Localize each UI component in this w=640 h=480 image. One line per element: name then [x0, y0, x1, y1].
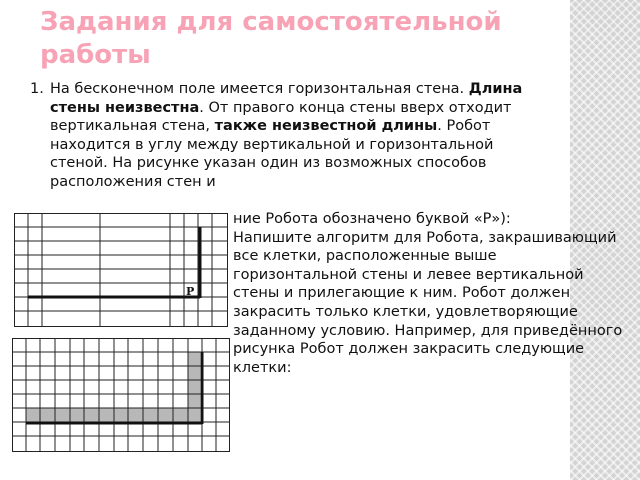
grid-background	[14, 213, 228, 327]
task-text-1: На бесконечном поле имеется горизонтальная стена.	[50, 81, 469, 97]
robot-field-grid	[14, 213, 228, 327]
task-text-top	[50, 80, 555, 192]
task-text-bottom	[233, 210, 623, 377]
item-number: 1.	[30, 81, 44, 97]
task-bold-1: Длина стены неизвестна	[50, 81, 523, 116]
task-text-4: ние Робота обозначено буквой «Р»):	[233, 211, 511, 227]
task-text-3: . Робот находится в углу между вертикальной и горизонтальной стеной. На рисунке указан один из возможных способов расположения стен и	[50, 118, 494, 190]
slide-title: Задания для самостоятельной работы	[40, 7, 502, 70]
painted-field-grid	[12, 338, 230, 452]
task-text-2: . От правого конца стены вверх отходит вертикальная стена,	[50, 99, 512, 135]
robot-label: Р	[186, 285, 195, 298]
painted-row	[26, 408, 200, 422]
task-bold-2: также неизвестной длины	[214, 118, 438, 135]
task-text-5: Напишите алгоритм для Робота, закрашивающий все клетки, расположенные выше горизонтальной стены и левее вертикальной стены и прилегающие к ним. Робот должен закрасить только клетки, удовлетворяющие заданному условию. Например, для приведённого рисунка Робот должен закрасить следующие клетки:	[233, 229, 623, 376]
